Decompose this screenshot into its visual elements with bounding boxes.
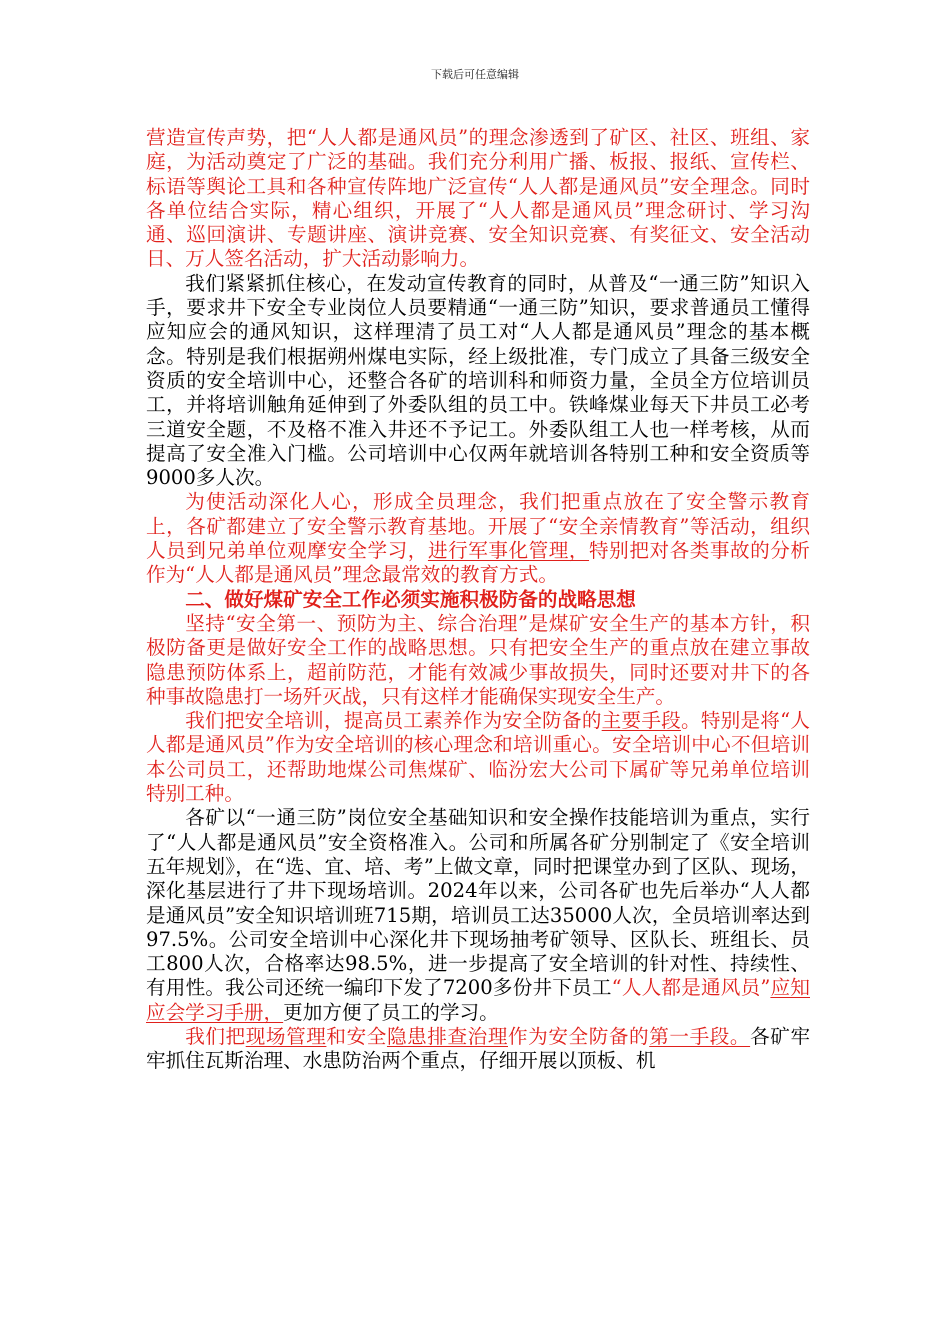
paragraph-3-text-c: 特别把对各类事故的分析作为“人人都是通风员”理念最常效的教育方式。 — [146, 539, 811, 587]
paragraph-7-text-g: 各矿牢牢抓住瓦斯治理、水患防治两个重点，仔细开展以顶板、机 — [146, 1024, 811, 1073]
paragraph-6 — [146, 806, 810, 1025]
paragraph-3-underlined: 进行军事化管理， — [427, 539, 590, 563]
paragraph-6-red-quote: “人人都是通风员” — [611, 976, 771, 1000]
paragraph-7-text-e: 作为安全防备的 — [508, 1024, 650, 1048]
paragraph-7 — [146, 1025, 810, 1074]
paragraph-5-text-c: 。特别是将“人人都是通风员”作为安全培训的核心理念和培训重心。安全培训中心不但培训本公司员工，还帮助地煤公司焦煤矿、临汾宏大公司下属矿等兄弟单位培训特别工种。 — [146, 709, 810, 806]
paragraph-6-underlined: 应知应会学习手册， — [146, 976, 810, 1024]
paragraph-7-text-a: 我们把 — [185, 1024, 246, 1048]
paragraph-7-underlined-3: 第一手段。 — [649, 1024, 751, 1048]
paragraph-7-text-c: 和安全 — [326, 1024, 387, 1048]
paragraph-7-underlined-1: 现场管理 — [245, 1024, 327, 1048]
document-body — [146, 126, 810, 1074]
paragraph-5 — [146, 709, 810, 806]
section-heading-2: 二、做好煤矿安全工作必须实施积极防备的战略思想 — [185, 587, 636, 611]
paragraph-6-text-d: 更加方便了员工的学习。 — [283, 1000, 499, 1024]
paragraph-5-underlined: 主要手段 — [601, 709, 681, 733]
paragraph-7-underlined-2: 隐患排查治理 — [386, 1024, 508, 1048]
paragraph-3 — [146, 490, 810, 587]
paragraph-4: 坚持“安全第一、预防为主、综合治理”是煤矿安全生产的基本方针，积极防备更是做好安全工作的战略思想。只有把安全生产的重点放在建立事故隐患预防体系上，超前防范，才能有效减少事故损失，同时还要对井下的各种事故隐患打一场歼灭战，只有这样才能确保实现安全生产。 — [146, 611, 810, 708]
paragraph-5-text-a: 我们把安全培训，提高员工素养作为安全防备的 — [185, 709, 602, 733]
paragraph-2: 我们紧紧抓住核心，在发动宣传教育的同时，从普及“一通三防”知识入手，要求井下安全专业岗位人员要精通“一通三防”知识，要求普通员工懂得应知应会的通风知识，这样理清了员工对“人人都是通风员”理念的基本概念。特别是我们根据朔州煤电实际，经上级批准，专门成立了具备三级安全资质的安全培训中心，还整合各矿的培训科和师资力量，全员全方位培训员工，并将培训触角延伸到了外委队组的员工中。铁峰煤业每天下井员工必考三道安全题，不及格不准入井还不予记工。外委队组工人也一样考核，从而提高了安全准入门槛。公司培训中心仅两年就培训各特别工种和安全资质等9000多人次。 — [146, 271, 810, 490]
page-header: 下载后可任意编辑 — [431, 68, 519, 81]
paragraph-3-text-a: 为使活动深化人心，形成全员理念，我们把重点放在了安全警示教育上，各矿都建立了安全警示教育基地。开展了“安全亲情教育”等活动，组织人员到兄弟单位观摩安全学习， — [146, 490, 810, 563]
paragraph-1: 营造宣传声势，把“人人都是通风员”的理念渗透到了矿区、社区、班组、家庭，为活动奠定了广泛的基础。我们充分利用广播、板报、报纸、宣传栏、标语等舆论工具和各种宣传阵地广泛宣传“人人都是通风员”安全理念。同时各单位结合实际，精心组织，开展了“人人都是通风员”理念研讨、学习沟通、巡回演讲、专题讲座、演讲竞赛、安全知识竞赛、有奖征文、安全活动日、万人签名活动，扩大活动影响力。 — [146, 126, 810, 271]
paragraph-6-text-a: 各矿以“一通三防”岗位安全基础知识和安全操作技能培训为重点，实行了“人人都是通风员”安全资格准入。公司和所属各矿分别制定了《安全培训五年规划》，在“选、宜、培、考”上做文章，同时把课堂办到了区队、现场，深化基层进行了井下现场培训。2024年以来，公司各矿也先后举办“人人都是通风员”安全知识培训班715期，培训员工达35000人次，全员培训率达到97.5%。公司安全培训中心深化井下现场抽考矿领导、区队长、班组长、员工800人次，合格率达98.5%，进一步提高了安全培训的针对性、持续性、有用性。我公司还统一编印下发了7200多份井下员工 — [146, 806, 810, 1000]
